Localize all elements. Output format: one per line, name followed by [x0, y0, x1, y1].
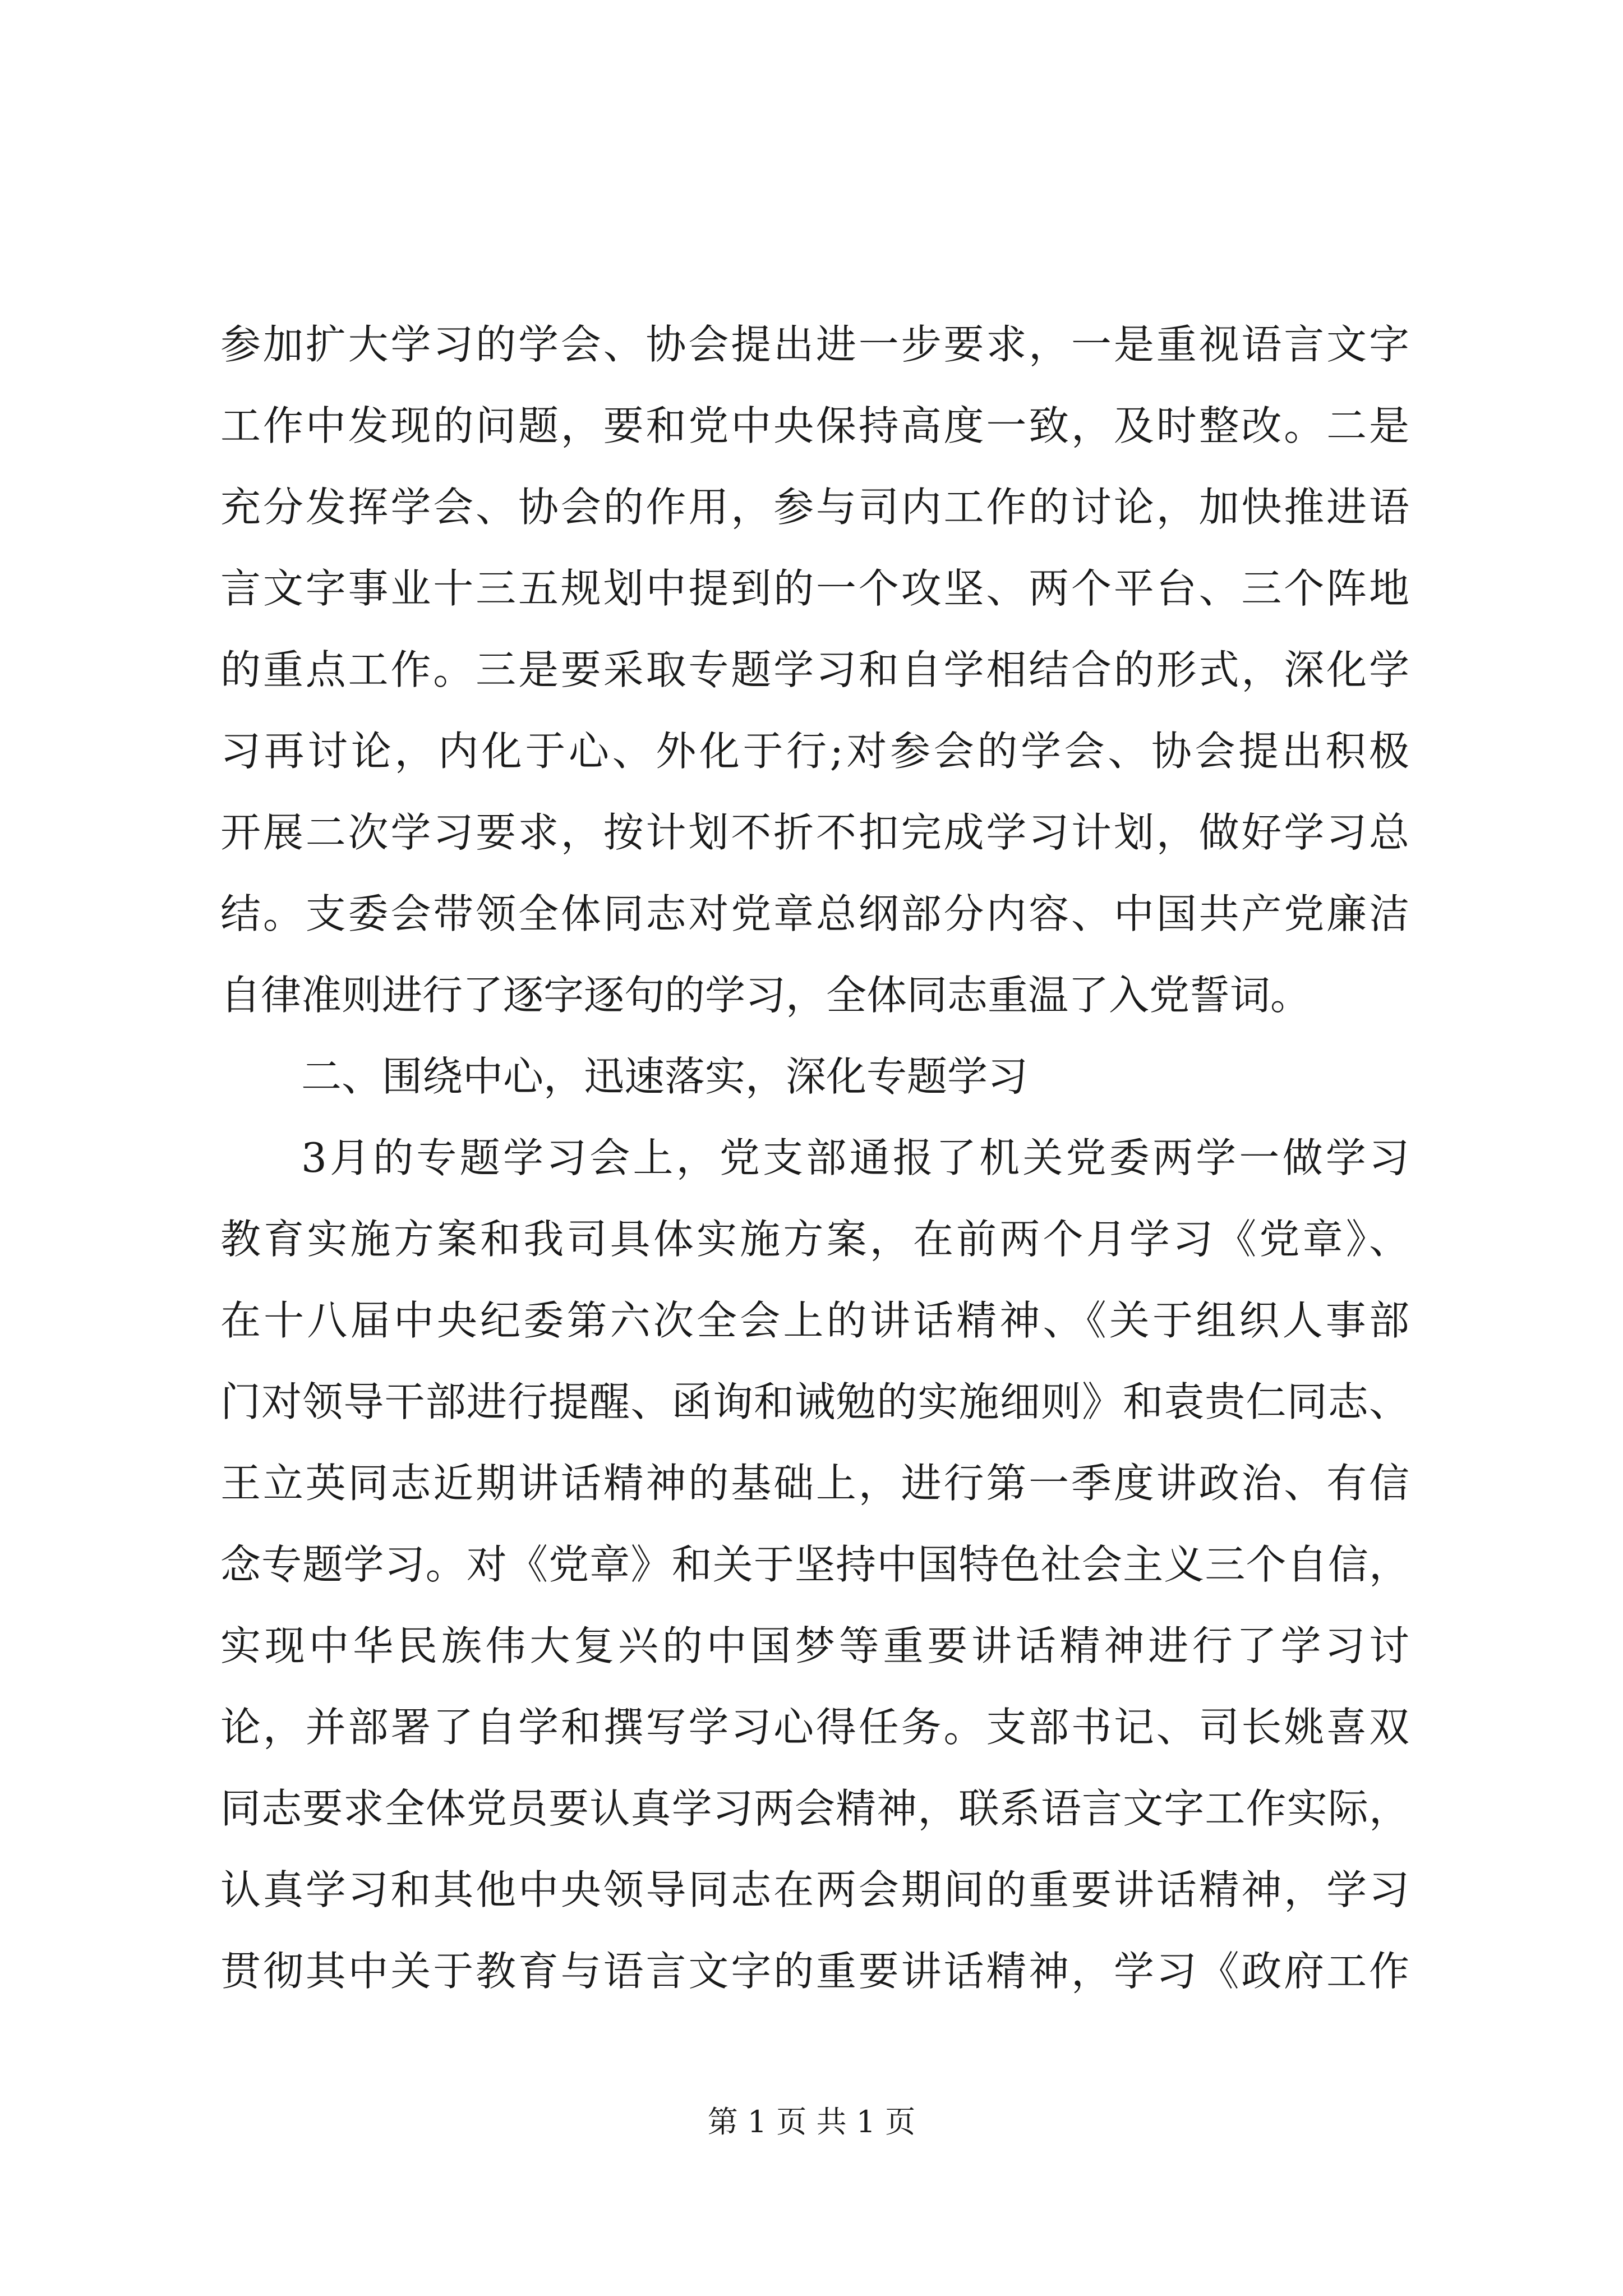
paragraph-line: 3月的专题学习会上，党支部通报了机关党委两学一做学习	[301, 1134, 1409, 1181]
paragraph-line: 的重点工作。三是要采取专题学习和自学相结合的形式，深化学	[220, 646, 1409, 693]
paragraph-line: 同志要求全体党员要认真学习两会精神，联系语言文字工作实际，	[220, 1785, 1409, 1832]
paragraph-line: 教育实施方案和我司具体实施方案，在前两个月学习《党章》、	[220, 1216, 1409, 1263]
paragraph-line: 贯彻其中关于教育与语言文字的重要讲话精神，学习《政府工作	[220, 1948, 1409, 1995]
paragraph-line: 实现中华民族伟大复兴的中国梦等重要讲话精神进行了学习讨	[220, 1622, 1409, 1669]
paragraph-line: 自律准则进行了逐字逐句的学习，全体同志重温了入党誓词。	[220, 972, 1311, 1019]
paragraph-line: 论，并部署了自学和撰写学习心得任务。支部书记、司长姚喜双	[220, 1704, 1409, 1751]
page-number-label: 第 1 页 共 1 页	[707, 2104, 916, 2139]
paragraph-line: 门对领导干部进行提醒、函询和诫勉的实施细则》和袁贵仁同志、	[220, 1378, 1409, 1425]
paragraph-line: 开展二次学习要求，按计划不折不扣完成学习计划，做好学习总	[220, 809, 1409, 856]
document-body	[220, 304, 1409, 2012]
paragraph-line: 充分发挥学会、协会的作用，参与司内工作的讨论，加快推进语	[220, 484, 1409, 531]
paragraph-line: 工作中发现的问题，要和党中央保持高度一致，及时整改。二是	[220, 402, 1409, 449]
paragraph-line: 习再讨论，内化于心、外化于行;对参会的学会、协会提出积极	[220, 728, 1409, 775]
paragraph-line: 参加扩大学习的学会、协会提出进一步要求，一是重视语言文字	[220, 321, 1409, 368]
paragraph-line: 王立英同志近期讲话精神的基础上，进行第一季度讲政治、有信	[220, 1460, 1409, 1507]
paragraph-line: 念专题学习。对《党章》和关于坚持中国特色社会主义三个自信，	[220, 1541, 1409, 1588]
page-footer	[0, 2098, 1623, 2141]
paragraph-line: 认真学习和其他中央领导同志在两会期间的重要讲话精神，学习	[220, 1866, 1409, 1913]
section-heading: 二、围绕中心，迅速落实，深化专题学习	[301, 1053, 1029, 1100]
paragraph-line: 结。支委会带领全体同志对党章总纲部分内容、中国共产党廉洁	[220, 890, 1409, 937]
paragraph-line: 在十八届中央纪委第六次全会上的讲话精神、《关于组织人事部	[220, 1297, 1409, 1344]
paragraph-line: 言文字事业十三五规划中提到的一个攻坚、两个平台、三个阵地	[220, 565, 1409, 612]
